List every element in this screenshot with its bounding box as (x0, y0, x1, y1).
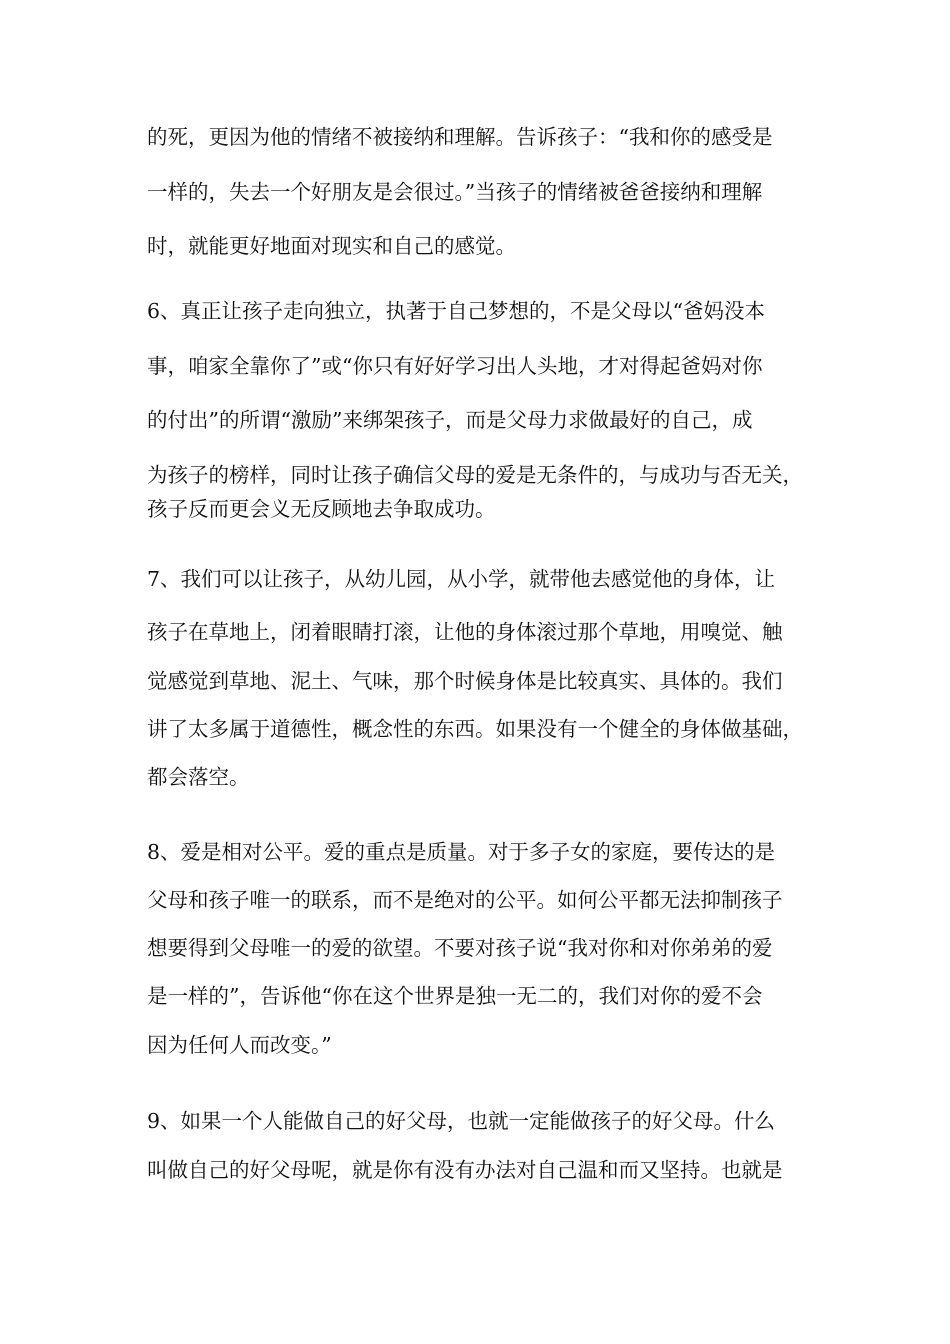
text-line: 一样的，失去一个好朋友是会很过。”当孩子的情绪被爸爸接纳和理解 (147, 180, 763, 204)
text-line: 叫做自己的好父母呢，就是你有没有办法对自己温和而又坚持。也就是 (147, 1158, 783, 1182)
text-line: 的付出”的所谓“激励”来绑架孩子，而是父母力求做最好的自己，成 (147, 408, 753, 432)
text-line: 8、爱是相对公平。爱的重点是质量。对于多子女的家庭，要传达的是 (147, 840, 776, 864)
text-line: 是一样的”，告诉他“你在这个世界是独一无二的，我们对你的爱不会 (147, 984, 763, 1008)
text-line: 讲了太多属于道德性，概念性的东西。如果没有一个健全的身体做基础， (147, 717, 803, 741)
text-line: 孩子反而更会义无反顾地去争取成功。 (147, 497, 496, 521)
text-line: 孩子在草地上，闭着眼睛打滚，让他的身体滚过那个草地，用嗅觉、触 (147, 620, 783, 644)
text-line: 事，咱家全靠你了”或“你只有好好学习出人头地，才对得起爸妈对你 (147, 354, 763, 378)
text-line: 父母和孩子唯一的联系，而不是绝对的公平。如何公平都无法抑制孩子 (147, 888, 783, 912)
text-line: 因为任何人而改变。” (147, 1033, 332, 1057)
text-line: 觉感觉到草地、泥土、气味，那个时候身体是比较真实、具体的。我们 (147, 669, 783, 693)
text-line: 9、如果一个人能做自己的好父母，也就一定能做孩子的好父母。什么 (147, 1109, 776, 1133)
text-line: 都会落空。 (147, 765, 250, 789)
text-line: 的死，更因为他的情绪不被接纳和理解。告诉孩子：“我和你的感受是 (147, 125, 773, 149)
text-line: 6、真正让孩子走向独立，执著于自己梦想的，不是父母以“爸妈没本 (147, 299, 766, 323)
text-line: 7、我们可以让孩子，从幼儿园，从小学，就带他去感觉他的身体，让 (147, 567, 776, 591)
text-line: 为孩子的榜样，同时让孩子确信父母的爱是无条件的，与成功与否无关， (147, 463, 803, 487)
text-line: 想要得到父母唯一的爱的欲望。不要对孩子说“我对你和对你弟弟的爱 (147, 936, 773, 960)
text-line: 时，就能更好地面对现实和自己的感觉。 (147, 234, 516, 258)
